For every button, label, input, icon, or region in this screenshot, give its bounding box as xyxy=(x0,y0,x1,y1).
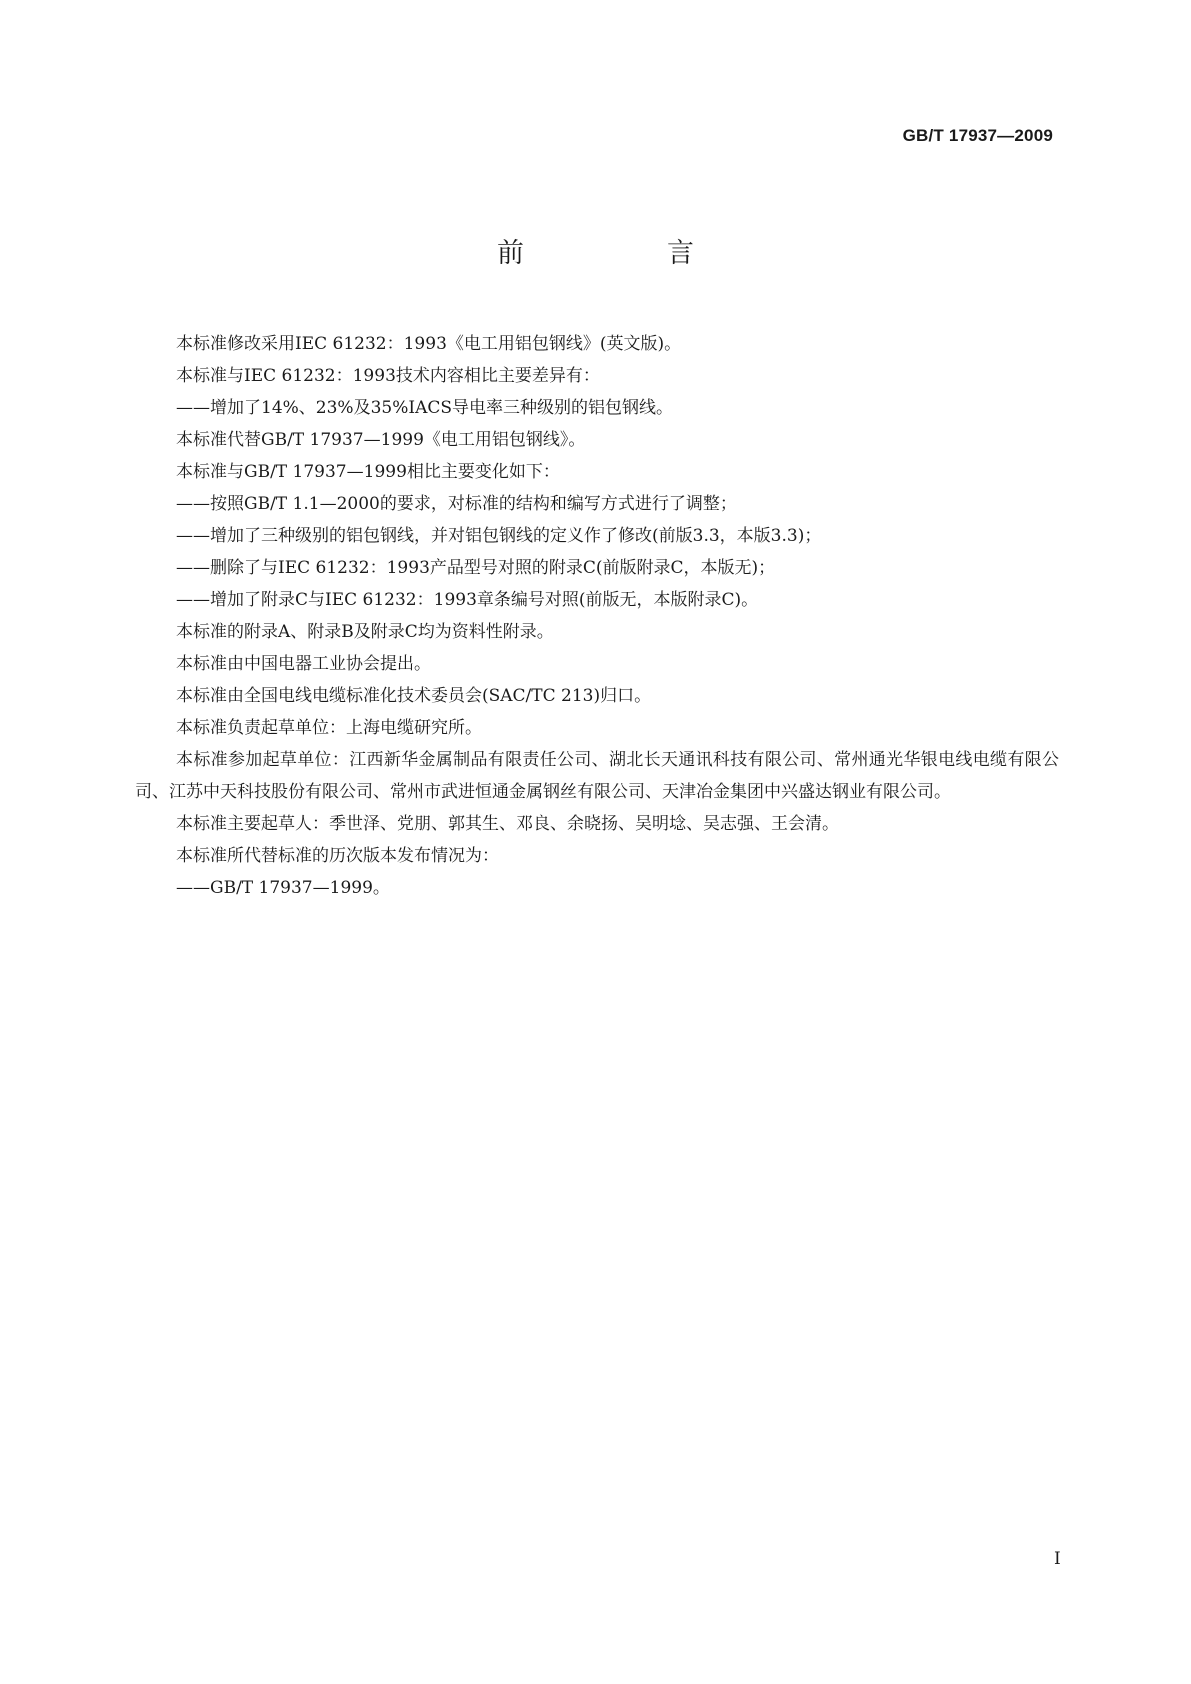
list-item: ——增加了14%、23%及35%IACS导电率三种级别的铝包钢线。 xyxy=(176,398,674,418)
page-title: 前 言 xyxy=(497,238,752,269)
list-item: ——按照GB/T 1.1—2000的要求，对标准的结构和编写方式进行了调整； xyxy=(176,494,737,514)
standard-code: GB/T 17937—2009 xyxy=(902,126,1053,145)
paragraph: 本标准与GB/T 17937—1999相比主要变化如下： xyxy=(176,462,560,482)
paragraph: 本标准参加起草单位：江西新华金属制品有限责任公司、湖北长天通讯科技有限公司、常州通光华银电线电缆有限公司、江苏中天科技股份有限公司、常州市武进恒通金属钢丝有限公司、天津冶金集团中兴盛达钢业有限公司。 xyxy=(135,750,1059,802)
paragraph: 本标准主要起草人：季世泽、党朋、郭其生、邓良、余晓扬、吴明埝、吴志强、王会清。 xyxy=(176,814,839,834)
list-item: ——GB/T 17937—1999。 xyxy=(176,878,390,898)
list-item: ——增加了三种级别的铝包钢线，并对铝包钢线的定义作了修改(前版3.3，本版3.3)； xyxy=(176,526,822,546)
list-item: ——增加了附录C与IEC 61232：1993章条编号对照(前版无，本版附录C)。 xyxy=(176,590,759,610)
paragraph: 本标准与IEC 61232：1993技术内容相比主要差异有： xyxy=(176,366,600,386)
paragraph: 本标准修改采用IEC 61232：1993《电工用铝包钢线》(英文版)。 xyxy=(176,334,682,354)
page-number: I xyxy=(1054,1549,1061,1569)
paragraph: 本标准的附录A、附录B及附录C均为资料性附录。 xyxy=(176,622,554,642)
paragraph: 本标准代替GB/T 17937—1999《电工用铝包钢线》。 xyxy=(176,430,586,450)
paragraph: 本标准由中国电器工业协会提出。 xyxy=(176,654,431,674)
document-body xyxy=(135,328,1059,904)
paragraph: 本标准负责起草单位：上海电缆研究所。 xyxy=(176,718,482,738)
paragraph: 本标准由全国电线电缆标准化技术委员会(SAC/TC 213)归口。 xyxy=(176,686,652,706)
paragraph: 本标准所代替标准的历次版本发布情况为： xyxy=(176,846,499,866)
list-item: ——删除了与IEC 61232：1993产品型号对照的附录C(前版附录C，本版无)； xyxy=(176,558,776,578)
